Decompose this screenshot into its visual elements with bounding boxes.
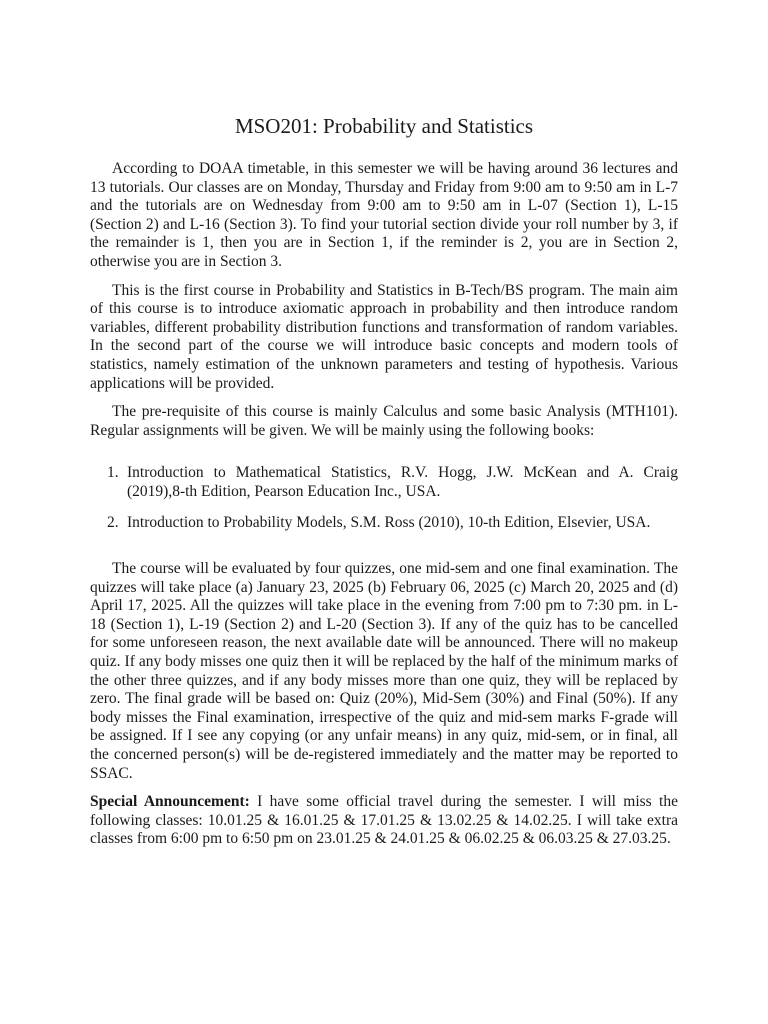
announcement-text: I have some official travel during the semester. I will miss the following classes: 10.01.25 & 16.01.25 & 17.01.25 & 13.02.25 & 14.02.25. I will take extra classes from 6:00 pm to 6:50 pm on 23.01.25 & 24.01.25 & 06.02.25 & 06.03.25 & 27.03.25. — [90, 793, 678, 848]
paragraph-evaluation: The course will be evaluated by four quizzes, one mid-sem and one final examination. The quizzes will take place (a) January 23, 2025 (b) February 06, 2025 (c) March 20, 2025 and (d) April 17, 2025. All the quizzes will take place in the evening from 7:00 pm to 7:30 pm. in L-18 (Section 1), L-19 (Section 2) and L-20 (Section 3). If any of the quiz has to be cancelled for some unforeseen reason, the next available date will be announced. There will no makeup quiz. If any body misses one quiz then it will be replaced by the half of the minimum marks of the other three quizzes, and if any body misses more than one quiz, they will be replaced by zero. The final grade will be based on: Quiz (20%), Mid-Sem (30%) and Final (50%). If any body misses the Final examination, irrespective of the quiz and mid-sem marks F-grade will be assigned. If I see any copying (or any unfair means) in any quiz, mid-sem, or in final, all the concerned person(s) will be de-registered immediately and the matter may be reported to SSAC. — [90, 560, 678, 782]
paragraph-announcement — [90, 793, 678, 849]
book-text: Introduction to Probability Models, S.M. Ross (2010), 10-th Edition, Elsevier, USA. — [127, 513, 651, 531]
book-list — [90, 464, 678, 532]
paragraph-timetable: According to DOAA timetable, in this semester we will be having around 36 lectures and 13 tutorials. Our classes are on Monday, Thursday and Friday from 9:00 am to 9:50 am in L-7 and the tutorials are on Wednesday from 9:00 am to 9:50 am in L-07 (Section 1), L-15 (Section 2) and L-16 (Section 3). To find your tutorial section divide your roll number by 3, if the remainder is 1, then you are in Section 1, if the reminder is 2, you are in Section 2, otherwise you are in Section 3. — [90, 160, 678, 270]
book-number: 1. — [107, 464, 119, 482]
page-title: MSO201: Probability and Statistics — [234, 114, 534, 138]
document-page — [90, 112, 678, 859]
book-item-2 — [90, 514, 678, 533]
book-text: Introduction to Mathematical Statistics, R.V. Hogg, J.W. McKean and A. Craig (2019),8-th Edition, Pearson Education Inc., USA. — [127, 464, 678, 500]
paragraph-prerequisite: The pre-requisite of this course is mainly Calculus and some basic Analysis (MTH101). Regular assignments will be given. We will be mainly using the following books: — [90, 403, 678, 439]
announcement-label: Special Announcement: — [90, 793, 250, 811]
paragraph-course-aim: This is the first course in Probability and Statistics in B-Tech/BS program. The main aim of this course is to introduce axiomatic approach in probability and then introduce random variables, different probability distribution functions and transformation of random variables. In the second part of the course we will introduce basic concepts and modern tools of statistics, namely estimation of the unknown parameters and testing of hypothesis. Various applications will be provided. — [90, 281, 678, 392]
book-number: 2. — [107, 513, 119, 531]
book-item-1 — [90, 464, 678, 501]
